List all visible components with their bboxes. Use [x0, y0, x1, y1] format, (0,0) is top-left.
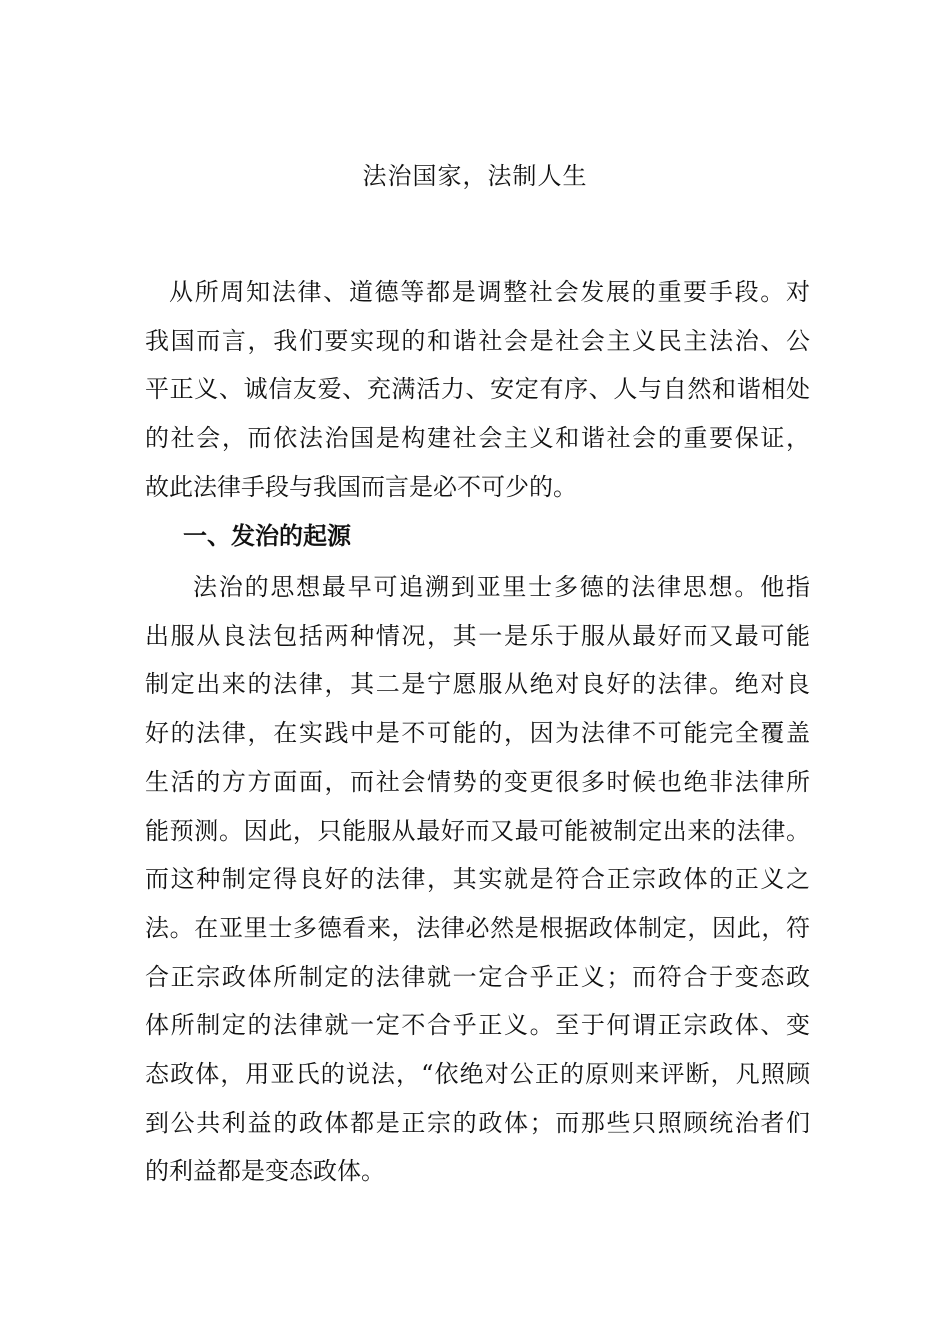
paragraph-line: 出服从良法包括两种情况，其一是乐于服从最好而又最可能: [145, 621, 810, 650]
paragraph-intro: [145, 268, 810, 512]
paragraph-line: 从所周知法律、道德等都是调整社会发展的重要手段。对: [169, 278, 810, 306]
paragraph-line: 体所制定的法律就一定不合乎正义。至于何谓正宗政体、变: [145, 1011, 810, 1040]
paragraph-line: 的社会，而依法治国是构建社会主义和谐社会的重要保证，: [145, 424, 810, 453]
paragraph-line: 好的法律，在实践中是不可能的，因为法律不可能完全覆盖: [145, 719, 810, 748]
paragraph-line: 的利益都是变态政体。: [145, 1157, 385, 1186]
paragraph-line: 制定出来的法律，其二是宁愿服从绝对良好的法律。绝对良: [145, 670, 810, 699]
paragraph-origin-text: [145, 563, 810, 1196]
paragraph-line: 生活的方方面面，而社会情势的变更很多时候也绝非法律所: [145, 767, 810, 796]
paragraph-line: 我国而言，我们要实现的和谐社会是社会主义民主法治、公: [145, 326, 810, 355]
paragraph-line: 合正宗政体所制定的法律就一定合乎正义；而符合于变态政: [145, 962, 810, 991]
paragraph-line: 法。在亚里士多德看来，法律必然是根据政体制定，因此，符: [145, 913, 810, 942]
section-heading: 一、发治的起源: [183, 522, 351, 550]
paragraph-line: 而这种制定得良好的法律，其实就是符合正宗政体的正义之: [145, 865, 810, 894]
paragraph-origin: [145, 563, 810, 1196]
paragraph-intro-text: [145, 268, 810, 512]
paragraph-line: 到公共利益的政体都是正宗的政体；而那些只照顾统治者们: [145, 1108, 810, 1137]
paragraph-line: 态政体，用亚氏的说法，“依绝对公正的原则来评断，凡照顾: [145, 1060, 810, 1089]
paragraph-line: 法治的思想最早可追溯到亚里士多德的法律思想。他指: [193, 573, 810, 601]
document-title: 法治国家，法制人生: [362, 162, 588, 190]
paragraph-line: 能预测。因此，只能服从最好而又最可能被制定出来的法律。: [145, 816, 810, 845]
paragraph-line: 故此法律手段与我国而言是必不可少的。: [145, 472, 577, 501]
paragraph-line: 平正义、诚信友爱、充满活力、安定有序、人与自然和谐相处: [145, 375, 810, 404]
